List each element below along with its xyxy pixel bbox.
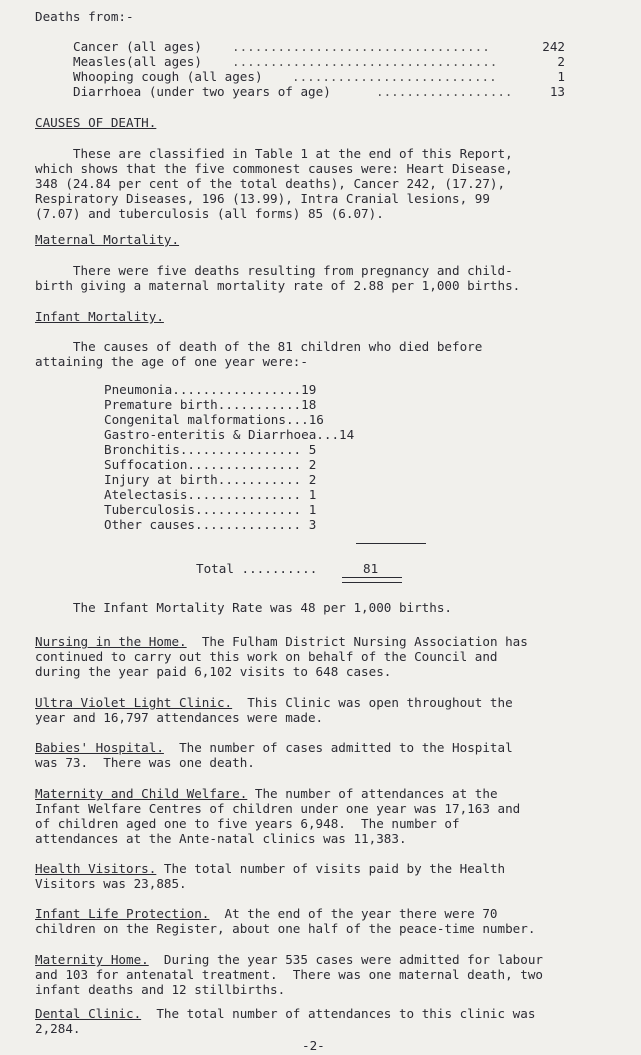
health-visitors-first-line: The total number of visits paid by the Health	[156, 861, 506, 876]
maternity-welfare-text-line: of children aged one to five years 6,948. The number of	[35, 816, 460, 831]
nursing-text-line: continued to carry out this work on behalf of the Council and	[35, 649, 498, 664]
causes-text-line: (7.07) and tuberculosis (all forms) 85 (6.07).	[35, 206, 384, 221]
infant-cause-row: Atelectasis............... 1	[104, 487, 317, 502]
maternity-home-heading: Maternity Home.	[35, 952, 149, 967]
causes-text-line: Respiratory Diseases, 196 (13.99), Intra Cranial lesions, 99	[35, 191, 490, 206]
deaths-row-dots: ...................................	[232, 54, 498, 69]
total-double-rule	[342, 577, 402, 583]
maternal-text-line: There were five deaths resulting from pregnancy and child-	[35, 263, 513, 278]
maternity-home-text-line: infant deaths and 12 stillbirths.	[35, 982, 286, 997]
maternal-text-line: birth giving a maternal mortality rate of 2.88 per 1,000 births.	[35, 278, 521, 293]
infant-intro-line: The causes of death of the 81 children who died before	[35, 339, 483, 354]
causes-text-line: 348 (24.84 per cent of the total deaths), Cancer 242, (17.27),	[35, 176, 506, 191]
maternity-home-text-line: and 103 for antenatal treatment. There was one maternal death, two	[35, 967, 543, 982]
deaths-row-value: 13	[549, 84, 565, 99]
uv-clinic-first-line: This Clinic was open throughout the	[232, 695, 513, 710]
deaths-row-label: Diarrhoea (under two years of age)	[73, 84, 331, 99]
infant-cause-row: Injury at birth........... 2	[104, 472, 317, 487]
infant-life-heading: Infant Life Protection.	[35, 906, 210, 921]
deaths-row-dots: ..................	[376, 84, 513, 99]
deaths-row-value: 2	[557, 54, 565, 69]
maternity-welfare-paragraph	[35, 787, 498, 801]
deaths-row-value: 1	[557, 69, 565, 84]
maternity-welfare-text-line: Infant Welfare Centres of children under one year was 17,163 and	[35, 801, 521, 816]
health-visitors-paragraph	[35, 862, 505, 876]
maternity-welfare-text-line: attendances at the Ante-natal clinics was 11,383.	[35, 831, 407, 846]
infant-cause-row: Bronchitis................ 5	[104, 442, 317, 457]
uv-clinic-heading: Ultra Violet Light Clinic.	[35, 695, 233, 710]
deaths-from-heading: Deaths from:-	[35, 9, 134, 24]
maternal-heading: Maternal Mortality.	[35, 232, 180, 247]
page-number: -2-	[302, 1038, 325, 1053]
nursing-heading: Nursing in the Home.	[35, 634, 187, 649]
deaths-row-label: Cancer (all ages)	[73, 39, 202, 54]
maternity-welfare-heading: Maternity and Child Welfare.	[35, 786, 248, 801]
nursing-text-line: during the year paid 6,102 visits to 648 cases.	[35, 664, 392, 679]
maternity-home-paragraph	[35, 953, 543, 967]
causes-text-line: These are classified in Table 1 at the end of this Report,	[35, 146, 513, 161]
infant-cause-row: Congenital malformations...16	[104, 412, 324, 427]
babies-hospital-heading: Babies' Hospital.	[35, 740, 164, 755]
causes-heading: CAUSES OF DEATH.	[35, 115, 157, 130]
deaths-row-value: 242	[542, 39, 565, 54]
infant-cause-row: Tuberculosis.............. 1	[104, 502, 317, 517]
babies-hospital-paragraph	[35, 741, 513, 755]
infant-cause-row: Pneumonia.................19	[104, 382, 317, 397]
health-visitors-heading: Health Visitors.	[35, 861, 157, 876]
dental-clinic-text-line: 2,284.	[35, 1021, 81, 1036]
infant-heading: Infant Mortality.	[35, 309, 164, 324]
babies-hospital-first-line: The number of cases admitted to the Hospital	[163, 740, 513, 755]
infant-cause-row: Other causes.............. 3	[104, 517, 317, 532]
infant-rate-text: The Infant Mortality Rate was 48 per 1,000 births.	[35, 600, 453, 615]
health-visitors-text-line: Visitors was 23,885.	[35, 876, 187, 891]
infant-cause-row: Premature birth...........18	[104, 397, 317, 412]
maternity-home-first-line: During the year 535 cases were admitted for labour	[148, 952, 544, 967]
dental-clinic-paragraph	[35, 1007, 535, 1021]
total-value: 81	[363, 561, 379, 576]
deaths-row-label: Whooping cough (all ages)	[73, 69, 263, 84]
uv-clinic-paragraph	[35, 696, 513, 710]
nursing-paragraph	[35, 635, 528, 649]
deaths-row-dots: ...........................	[292, 69, 497, 84]
uv-clinic-text-line: year and 16,797 attendances were made.	[35, 710, 324, 725]
total-label: Total ..........	[196, 561, 318, 576]
infant-life-first-line: At the end of the year there were 70	[209, 906, 498, 921]
total-rule	[356, 543, 426, 544]
babies-hospital-text-line: was 73. There was one death.	[35, 755, 255, 770]
deaths-row-dots: ..................................	[232, 39, 490, 54]
maternity-welfare-first-line: The number of attendances at the	[247, 786, 498, 801]
infant-life-paragraph	[35, 907, 498, 921]
deaths-row-label: Measles(all ages)	[73, 54, 202, 69]
infant-life-text-line: children on the Register, about one half of the peace-time number.	[35, 921, 536, 936]
nursing-first-line: The Fulham District Nursing Association has	[186, 634, 528, 649]
dental-clinic-first-line: The total number of attendances to this clinic was	[141, 1006, 536, 1021]
infant-cause-row: Suffocation............... 2	[104, 457, 317, 472]
infant-cause-row: Gastro-enteritis & Diarrhoea...14	[104, 427, 355, 442]
causes-text-line: which shows that the five commonest causes were: Heart Disease,	[35, 161, 513, 176]
dental-clinic-heading: Dental Clinic.	[35, 1006, 142, 1021]
infant-intro-line: attaining the age of one year were:-	[35, 354, 308, 369]
